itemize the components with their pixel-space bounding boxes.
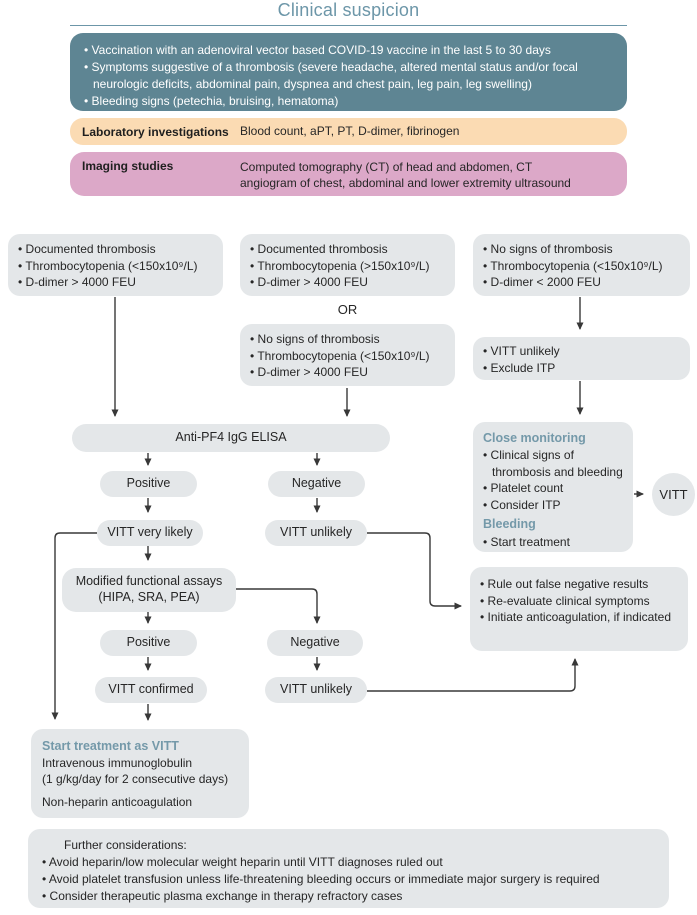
bullet-item: • Thrombocytopenia (<150x10⁹/L): [483, 258, 663, 273]
imaging-label: Imaging studies: [82, 159, 174, 173]
assay-negative-node: Negative: [267, 630, 363, 656]
bullet-item: • D-dimer > 4000 FEU: [250, 365, 368, 380]
bullet-item: • Bleeding signs (petechia, bruising, hematoma): [84, 94, 339, 109]
vitt-unlikely-elisa-node: VITT unlikely: [265, 520, 367, 546]
bullet-item: • Platelet count: [483, 481, 564, 496]
bullet-item: • D-dimer < 2000 FEU: [483, 275, 601, 290]
bullet-item: • Documented thrombosis: [250, 242, 388, 256]
treatment-line: Non-heparin anticoagulation: [42, 795, 193, 810]
bullet-item: • No signs of thrombosis: [483, 242, 613, 256]
bullet-item: • No signs of thrombosis: [250, 332, 380, 346]
bullet-item: • Initiate anticoagulation, if indicated: [480, 610, 671, 625]
rule-out-box: [470, 567, 688, 651]
treatment-line: Intravenous immunoglobulin: [42, 755, 193, 770]
criteria-box-no-thrombosis-high-ddimer: [240, 324, 455, 386]
bullet-item: • Start treatment: [483, 534, 570, 549]
start-treatment-box: [31, 729, 249, 818]
imaging-line: angiogram of chest, abdominal and lower extremity ultrasound: [240, 176, 571, 191]
bullet-item: • Consider ITP: [483, 497, 561, 512]
clinical-suspicion-box: [70, 33, 627, 111]
bullet-item: • Exclude ITP: [483, 360, 556, 375]
bullet-item: • Thrombocytopenia (<150x10⁹/L): [250, 348, 430, 363]
vitt-circle-node: VITT: [652, 473, 695, 516]
bullet-item: • Thrombocytopenia (>150x10⁹/L): [250, 258, 430, 273]
vitt-unlikely-exclude-itp-box: [473, 337, 690, 380]
elisa-positive-node: Positive: [100, 471, 197, 497]
criteria-box-thrombosis-thrombocytopenia: [8, 234, 223, 296]
bullet-item: • Thrombocytopenia (<150x10⁹/L): [18, 258, 198, 273]
bullet-item: • D-dimer > 4000 FEU: [18, 275, 136, 290]
imaging-studies-box: [70, 152, 627, 196]
bullet-item: • D-dimer > 4000 FEU: [250, 275, 368, 290]
laboratory-label: Laboratory investigations: [82, 124, 229, 139]
start-treatment-heading: Start treatment as VITT: [42, 739, 179, 753]
bullet-item: • Rule out false negative results: [480, 577, 649, 591]
treatment-line: (1 g/kg/day for 2 consecutive days): [42, 772, 229, 787]
vitt-unlikely-assay-node: VITT unlikely: [265, 677, 367, 703]
imaging-line: Computed tomography (CT) of head and abdomen, CT: [240, 160, 533, 174]
close-monitoring-box: [473, 422, 633, 552]
functional-assays-line1: Modified functional assays: [75, 574, 223, 589]
bullet-item: • Vaccination with an adenoviral vector based COVID-19 vaccine in the last 5 to 30 days: [84, 43, 551, 57]
anti-pf4-elisa-node: Anti-PF4 IgG ELISA: [72, 424, 390, 452]
close-monitoring-heading: Close monitoring: [483, 431, 586, 445]
title-underline: [70, 25, 627, 26]
assay-positive-node: Positive: [100, 630, 197, 656]
further-considerations-heading: Further considerations:: [64, 838, 187, 852]
imaging-tests: [240, 159, 571, 191]
bullet-item: • Documented thrombosis: [18, 242, 156, 256]
or-label: OR: [337, 302, 358, 317]
elisa-negative-node: Negative: [268, 471, 365, 497]
bullet-item: • Symptoms suggestive of a thrombosis (severe headache, altered mental status and/or focal neurologic deficits, abdominal pain, dyspnea and chest pain, leg pain, leg swelling): [84, 60, 578, 92]
bleeding-heading: Bleeding: [483, 517, 536, 532]
functional-assays-node: [62, 568, 236, 612]
vitt-confirmed-node: VITT confirmed: [95, 677, 207, 703]
bullet-item: • Clinical signs of thrombosis and bleeding: [483, 448, 623, 479]
bullet-item: • VITT unlikely: [483, 344, 560, 358]
bullet-item: • Re-evaluate clinical symptoms: [480, 593, 650, 608]
vitt-very-likely-node: VITT very likely: [97, 520, 203, 546]
laboratory-investigations-box: [70, 118, 627, 145]
functional-assays-line2: (HIPA, SRA, PEA): [98, 590, 200, 604]
criteria-box-no-thrombosis-low-ddimer: [473, 234, 690, 296]
further-considerations-box: [28, 829, 669, 908]
bullet-item: • Avoid heparin/low molecular weight heparin until VITT diagnoses ruled out: [42, 855, 443, 870]
bullet-item: • Consider therapeutic plasma exchange in therapy refractory cases: [42, 889, 403, 904]
criteria-box-thrombosis-normal-platelets: [240, 234, 455, 296]
page-title: Clinical suspicion: [277, 0, 420, 20]
laboratory-tests: Blood count, aPT, PT, D-dimer, fibrinogen: [240, 124, 460, 139]
bullet-item: • Avoid platelet transfusion unless life-threatening bleeding occurs or immediate major surgery is required: [42, 872, 600, 887]
